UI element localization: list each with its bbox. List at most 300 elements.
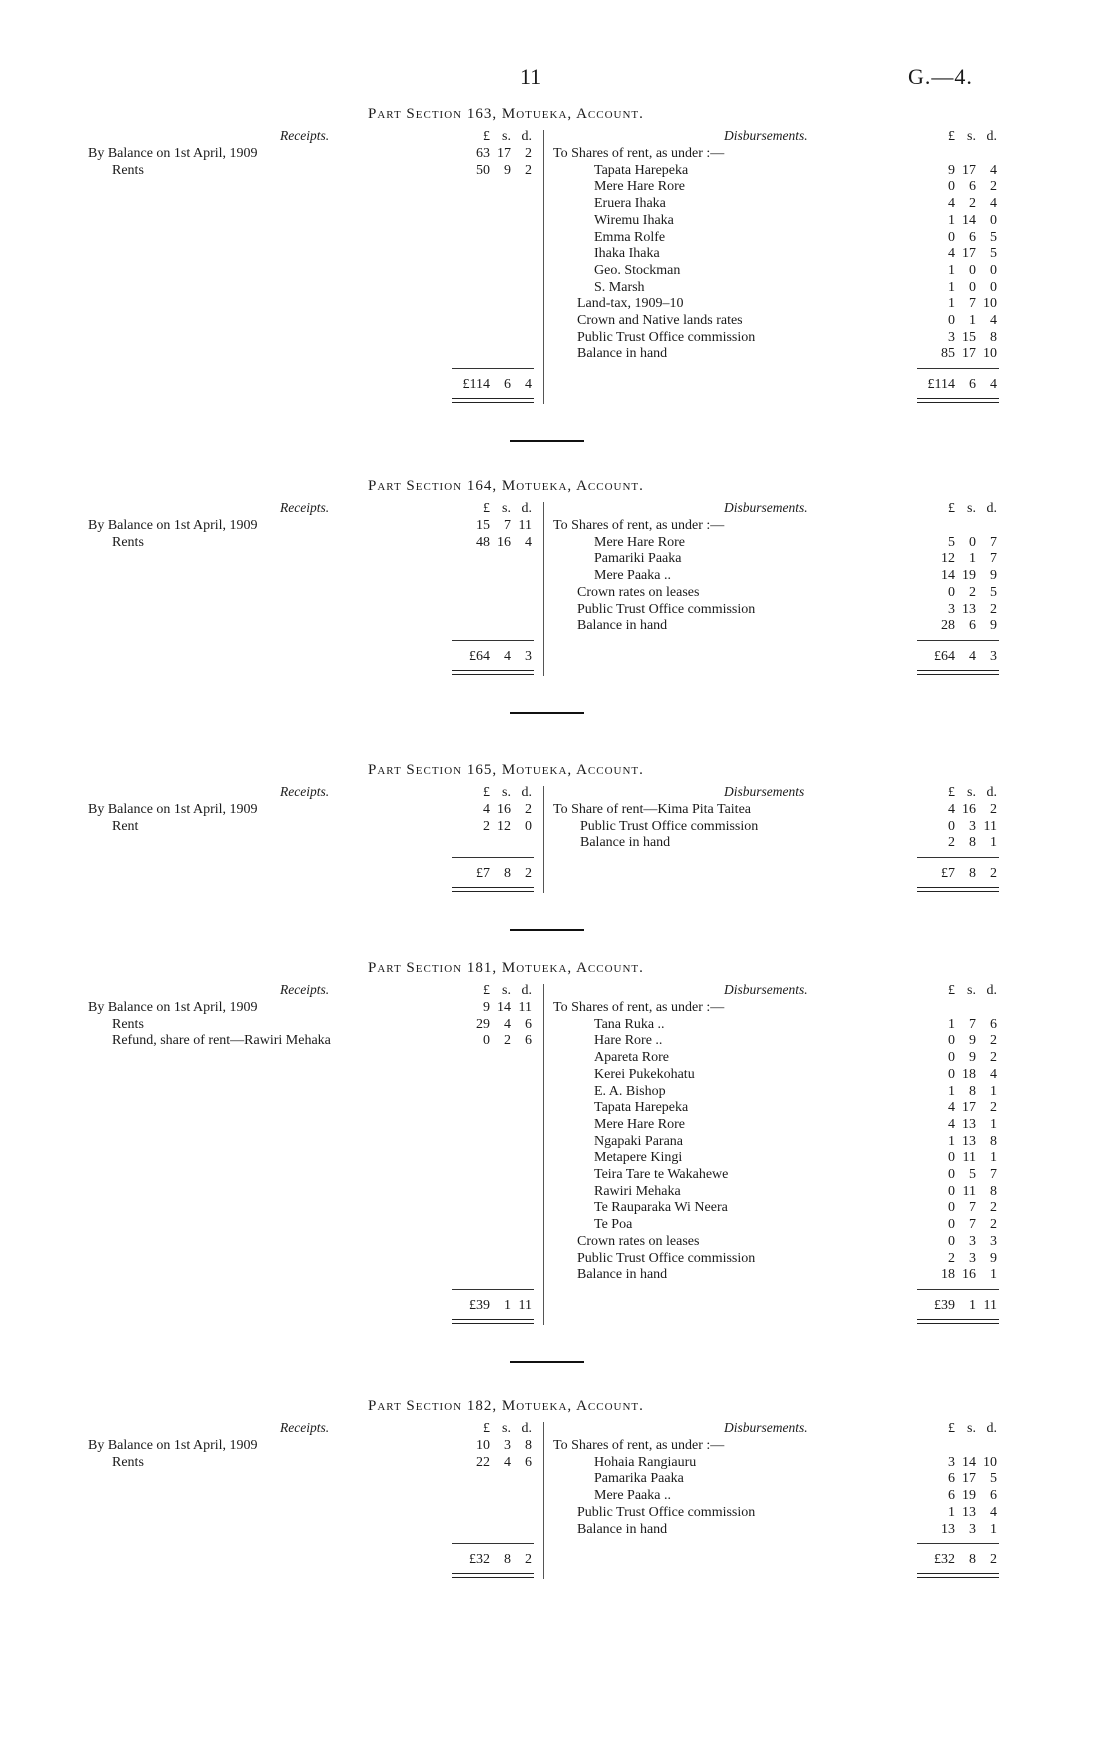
disbursement-amount-pounds: 14 <box>941 568 955 584</box>
disbursement-amount <box>877 195 997 212</box>
disbursement-amount-pounds: 0 <box>948 313 955 328</box>
disbursement-amount <box>877 245 997 262</box>
disbursements-heading: Disbursements. <box>724 982 808 997</box>
disbursement-item: E. A. Bishop <box>594 1083 666 1099</box>
receipt-amount-pounds: 4 <box>483 802 490 817</box>
disbursement-amount-shillings: 19 <box>962 568 976 584</box>
disbursement-item: Te Rauparaka Wi Neera <box>594 1200 728 1216</box>
disbursement-amount-pounds: 0 <box>948 1200 955 1216</box>
disbursements-column-head-pounds: £ <box>948 1421 955 1436</box>
receipt-amount-shillings: 12 <box>497 818 511 834</box>
account-title: Part Section 182, Motueka, Account. <box>368 1398 644 1414</box>
disbursements-total-pence: 4 <box>990 377 997 393</box>
disbursement-amount-pence: 5 <box>990 1471 997 1487</box>
receipt-amount-pence: 0 <box>525 818 532 834</box>
disbursement-item: Crown rates on leases <box>577 584 700 600</box>
disbursement-amount <box>877 1250 997 1267</box>
disbursement-amount-pounds: 1 <box>948 296 955 312</box>
receipt-amount-pounds: 15 <box>476 518 490 533</box>
receipt-amount-shillings: 2 <box>504 1033 511 1049</box>
disbursement-amount <box>877 1521 997 1538</box>
disbursement-amount-pence: 6 <box>990 1488 997 1504</box>
disbursement-amount-shillings: 7 <box>969 1217 976 1233</box>
receipts-total-shillings: 4 <box>504 648 511 664</box>
disbursement-amount-pounds: 0 <box>948 584 955 600</box>
disbursement-amount-pounds: 4 <box>948 246 955 262</box>
disbursement-item: Ihaka Ihaka <box>594 246 660 262</box>
receipt-item: By Balance on 1st April, 1909 <box>88 518 258 533</box>
disbursement-item: Balance in hand <box>577 346 668 362</box>
disbursement-amount <box>877 1016 997 1033</box>
disbursement-amount-pence: 8 <box>990 329 997 345</box>
disbursement-amount-pence: 0 <box>990 262 997 278</box>
disbursement-item: Rawiri Mehaka <box>594 1183 681 1199</box>
receipt-amount-pence: 6 <box>525 1454 532 1470</box>
account-title: Part Section 164, Motueka, Account. <box>368 478 644 494</box>
sum-rule <box>452 857 534 858</box>
disbursement-amount-shillings: 17 <box>962 246 976 262</box>
receipt-item: By Balance on 1st April, 1909 <box>88 802 258 817</box>
disbursement-amount <box>877 1266 997 1283</box>
disbursement-amount <box>877 1032 997 1049</box>
disbursements-total-pounds: £7 <box>941 866 955 882</box>
total-double-rule <box>452 1573 534 1578</box>
disbursement-amount-pence: 2 <box>990 802 997 817</box>
receipts-column-head-pounds: £ <box>483 501 490 516</box>
section-separator <box>510 440 584 442</box>
receipts-total-pounds: £64 <box>469 648 490 664</box>
disbursement-item: Pamariki Paaka <box>594 551 682 567</box>
receipts-total <box>412 376 532 393</box>
disbursement-amount-pounds: 13 <box>941 1521 955 1537</box>
receipts-total-pence: 2 <box>525 1552 532 1568</box>
disbursement-amount <box>877 229 997 246</box>
disbursement-amount-pounds: 1 <box>948 1133 955 1149</box>
receipt-amount-pounds: 10 <box>476 1438 490 1453</box>
disbursement-item: Mere Paaka .. <box>594 568 671 584</box>
disbursement-amount-pounds: 3 <box>948 1454 955 1470</box>
disbursement-amount-pence: 11 <box>983 818 997 834</box>
receipts-total <box>412 1297 532 1314</box>
disbursement-amount-pounds: 1 <box>948 279 955 295</box>
receipt-amount-shillings: 17 <box>497 146 511 161</box>
disbursement-amount-pounds: 9 <box>948 162 955 178</box>
disbursement-amount-pence: 9 <box>990 568 997 584</box>
disbursements-total <box>877 376 997 393</box>
disbursement-item: Mere Hare Rore <box>594 534 685 550</box>
receipt-amount-pounds: 9 <box>483 1000 490 1015</box>
disbursements-heading: Disbursements. <box>724 128 808 143</box>
disbursement-amount-pence: 6 <box>990 1016 997 1032</box>
disbursement-amount <box>877 1133 997 1150</box>
disbursement-amount-shillings: 9 <box>969 1050 976 1066</box>
sum-rule <box>452 1543 534 1544</box>
disbursement-amount-pounds: 2 <box>948 835 955 851</box>
column-divider <box>543 984 544 1325</box>
receipt-amount <box>412 801 532 818</box>
total-double-rule <box>917 887 999 892</box>
receipt-item: Refund, share of rent—Rawiri Mehaka <box>112 1033 331 1049</box>
disbursement-amount <box>877 1149 997 1166</box>
disbursement-item: Eruera Ihaka <box>594 196 666 212</box>
disbursement-item: Pamarika Paaka <box>594 1471 684 1487</box>
disbursement-item: Balance in hand <box>577 1521 668 1537</box>
disbursement-amount-pounds: 4 <box>948 1116 955 1132</box>
section-separator <box>510 712 584 714</box>
sum-rule <box>917 640 999 641</box>
disbursements-heading: Disbursements. <box>724 1420 808 1435</box>
disbursements-column-head-pounds: £ <box>948 785 955 800</box>
disbursement-amount-pence: 2 <box>990 1100 997 1116</box>
disbursement-item: Public Trust Office commission <box>577 601 756 617</box>
receipt-amount-pounds: 29 <box>476 1016 490 1032</box>
account-section <box>0 960 1114 1313</box>
disbursement-amount-shillings: 15 <box>962 329 976 345</box>
receipt-amount <box>412 1016 532 1033</box>
disbursements-column-head-pence: d. <box>986 129 997 144</box>
disbursement-amount-shillings: 1 <box>969 313 976 328</box>
disbursement-item: To Shares of rent, as under :— <box>553 518 725 533</box>
disbursement-amount <box>877 1504 997 1521</box>
disbursements-column-head <box>877 1420 997 1437</box>
receipts-total-pence: 4 <box>525 377 532 393</box>
disbursements-column-head-shillings: s. <box>967 501 976 516</box>
receipts-heading: Receipts. <box>280 1420 330 1435</box>
disbursements-total-pence: 3 <box>990 648 997 664</box>
disbursement-item: Balance in hand <box>577 618 668 634</box>
disbursement-amount <box>877 567 997 584</box>
receipt-amount-shillings: 3 <box>504 1438 511 1453</box>
disbursement-amount <box>877 601 997 618</box>
disbursement-amount <box>877 1116 997 1133</box>
disbursement-item: To Shares of rent, as under :— <box>553 146 725 161</box>
disbursements-column-head <box>877 128 997 145</box>
receipts-total-pounds: £7 <box>476 866 490 882</box>
disbursement-amount-shillings: 14 <box>962 1454 976 1470</box>
disbursement-item: To Share of rent—Kima Pita Taitea <box>553 802 752 817</box>
disbursement-amount-pounds: 0 <box>948 1066 955 1082</box>
disbursements-column-head-shillings: s. <box>967 983 976 998</box>
disbursement-amount-pence: 8 <box>990 1183 997 1199</box>
total-double-rule <box>452 398 534 403</box>
disbursements-total-pence: 11 <box>983 1297 997 1313</box>
receipts-heading: Receipts. <box>280 128 330 143</box>
disbursements-column-head-pounds: £ <box>948 983 955 998</box>
disbursements-column-head <box>877 982 997 999</box>
disbursement-item: Ngapaki Parana <box>594 1133 684 1149</box>
receipt-amount <box>412 1454 532 1471</box>
receipt-amount-pounds: 22 <box>476 1454 490 1470</box>
disbursements-total-pounds: £114 <box>927 377 955 393</box>
receipts-total <box>412 865 532 882</box>
disbursement-amount-shillings: 11 <box>962 1150 976 1166</box>
disbursements-column-head-pence: d. <box>986 1421 997 1436</box>
receipt-item: By Balance on 1st April, 1909 <box>88 146 258 161</box>
disbursement-amount-pence: 9 <box>990 1250 997 1266</box>
disbursement-amount-pence: 3 <box>990 1233 997 1249</box>
receipts-column-head <box>412 784 532 801</box>
receipts-column-head <box>412 1420 532 1437</box>
receipts-total-pounds: £39 <box>469 1297 490 1313</box>
sum-rule <box>452 640 534 641</box>
disbursement-amount-pounds: 12 <box>941 551 955 567</box>
disbursement-amount-shillings: 17 <box>962 346 976 362</box>
disbursement-item: Tana Ruka .. <box>594 1016 665 1032</box>
receipt-item: Rents <box>112 1016 144 1032</box>
disbursement-amount-pence: 4 <box>990 1504 997 1520</box>
disbursement-amount-pounds: 0 <box>948 1050 955 1066</box>
disbursement-amount-shillings: 1 <box>969 551 976 567</box>
disbursement-amount-shillings: 9 <box>969 1033 976 1049</box>
disbursement-amount-pounds: 1 <box>948 1083 955 1099</box>
disbursement-amount-shillings: 11 <box>962 1183 976 1199</box>
disbursement-amount-pounds: 18 <box>941 1267 955 1283</box>
disbursement-amount <box>877 1233 997 1250</box>
disbursement-amount-pounds: 5 <box>948 534 955 550</box>
disbursements-column-head-pounds: £ <box>948 501 955 516</box>
disbursement-item: Kerei Pukekohatu <box>594 1066 695 1082</box>
disbursement-amount-shillings: 17 <box>962 1471 976 1487</box>
disbursement-amount-pounds: 4 <box>948 802 955 817</box>
receipts-column-head-pence: d. <box>521 785 532 800</box>
receipt-amount-pounds: 63 <box>476 146 490 161</box>
receipts-column-head-pounds: £ <box>483 129 490 144</box>
column-divider <box>543 786 544 893</box>
account-title: Part Section 165, Motueka, Account. <box>368 762 644 778</box>
receipts-column-head-shillings: s. <box>502 129 511 144</box>
disbursement-amount-pounds: 3 <box>948 329 955 345</box>
disbursement-amount-pounds: 1 <box>948 1016 955 1032</box>
disbursement-amount <box>877 178 997 195</box>
receipt-amount <box>412 517 532 534</box>
disbursement-amount <box>877 1470 997 1487</box>
disbursements-total <box>877 1297 997 1314</box>
receipt-item: By Balance on 1st April, 1909 <box>88 1438 258 1453</box>
disbursement-amount-shillings: 6 <box>969 618 976 634</box>
disbursement-amount-pounds: 0 <box>948 1167 955 1182</box>
disbursement-amount <box>877 550 997 567</box>
disbursement-item: Public Trust Office commission <box>580 818 759 834</box>
disbursements-column-head-shillings: s. <box>967 129 976 144</box>
disbursement-amount-pounds: 4 <box>948 1100 955 1116</box>
disbursement-amount-shillings: 8 <box>969 835 976 851</box>
disbursement-item: Mere Hare Rore <box>594 1116 685 1132</box>
disbursement-item: Hohaia Rangiauru <box>594 1454 697 1470</box>
receipts-column-head-pounds: £ <box>483 983 490 998</box>
receipts-total <box>412 1551 532 1568</box>
disbursement-item: Crown and Native lands rates <box>577 313 743 328</box>
receipt-amount <box>412 534 532 551</box>
sum-rule <box>917 368 999 369</box>
disbursements-total-pence: 2 <box>990 1552 997 1568</box>
disbursement-item: Geo. Stockman <box>594 262 681 278</box>
section-separator <box>510 929 584 931</box>
receipts-column-head-pounds: £ <box>483 1421 490 1436</box>
disbursement-amount-pounds: 0 <box>948 1033 955 1049</box>
disbursement-item: Public Trust Office commission <box>577 329 756 345</box>
disbursements-total-shillings: 8 <box>969 866 976 882</box>
disbursement-item: Public Trust Office commission <box>577 1504 756 1520</box>
disbursement-amount <box>877 262 997 279</box>
disbursement-amount <box>877 834 997 851</box>
disbursement-amount-pence: 0 <box>990 212 997 228</box>
disbursement-amount-shillings: 17 <box>962 1100 976 1116</box>
disbursement-amount-pence: 10 <box>983 1454 997 1470</box>
account-title: Part Section 163, Motueka, Account. <box>368 106 644 122</box>
disbursement-amount-pence: 1 <box>990 1150 997 1166</box>
receipts-column-head <box>412 500 532 517</box>
receipt-amount <box>412 162 532 179</box>
account-section <box>0 106 1114 393</box>
disbursements-column-head-pence: d. <box>986 501 997 516</box>
disbursement-amount-pence: 1 <box>990 1083 997 1099</box>
disbursement-amount-pounds: 1 <box>948 262 955 278</box>
disbursement-amount <box>877 1454 997 1471</box>
receipts-heading: Receipts. <box>280 784 330 799</box>
disbursement-amount <box>877 279 997 296</box>
receipts-column-head-pence: d. <box>521 983 532 998</box>
receipt-amount-pounds: 0 <box>483 1033 490 1049</box>
disbursement-amount-shillings: 2 <box>969 196 976 212</box>
disbursement-amount-pounds: 0 <box>948 818 955 834</box>
disbursement-amount-shillings: 16 <box>962 802 976 817</box>
disbursement-amount <box>877 1083 997 1100</box>
receipt-amount-pence: 11 <box>518 1000 532 1015</box>
disbursement-amount-shillings: 13 <box>962 1504 976 1520</box>
account-section <box>0 1398 1114 1568</box>
disbursement-amount-shillings: 7 <box>969 296 976 312</box>
disbursement-amount-pence: 5 <box>990 246 997 262</box>
receipt-amount-pence: 8 <box>525 1438 532 1453</box>
page-number: 11 <box>520 64 542 89</box>
receipt-item: Rents <box>112 1454 144 1470</box>
sum-rule <box>452 368 534 369</box>
disbursement-amount-pounds: 0 <box>948 1217 955 1233</box>
disbursement-amount-shillings: 13 <box>962 601 976 617</box>
disbursements-heading: Disbursements. <box>724 500 808 515</box>
section-separator <box>510 1361 584 1363</box>
disbursements-column-head-shillings: s. <box>967 1421 976 1436</box>
disbursement-amount-pence: 4 <box>990 162 997 178</box>
disbursements-column-head <box>877 784 997 801</box>
receipt-item: Rents <box>112 162 144 178</box>
disbursement-amount-pounds: 0 <box>948 1183 955 1199</box>
receipt-amount <box>412 1437 532 1454</box>
disbursement-amount-pence: 1 <box>990 835 997 851</box>
disbursement-amount-shillings: 19 <box>962 1488 976 1504</box>
disbursement-amount-shillings: 3 <box>969 1250 976 1266</box>
receipts-total-pence: 2 <box>525 866 532 882</box>
disbursement-amount <box>877 1099 997 1116</box>
disbursement-amount-shillings: 7 <box>969 1200 976 1216</box>
receipt-amount-shillings: 16 <box>497 534 511 550</box>
disbursement-amount <box>877 534 997 551</box>
disbursement-item: Land-tax, 1909–10 <box>577 296 684 312</box>
sum-rule <box>917 857 999 858</box>
total-double-rule <box>452 670 534 675</box>
disbursement-amount-pounds: 0 <box>948 229 955 245</box>
disbursement-item: Wiremu Ihaka <box>594 212 674 228</box>
disbursements-column-head-pence: d. <box>986 983 997 998</box>
disbursements-total <box>877 1551 997 1568</box>
receipt-item: Rent <box>112 818 139 834</box>
disbursement-amount <box>877 1066 997 1083</box>
disbursement-item: Te Poa <box>594 1217 633 1233</box>
receipt-amount-pence: 4 <box>525 534 532 550</box>
disbursement-amount-pounds: 4 <box>948 196 955 212</box>
column-divider <box>543 130 544 404</box>
receipt-amount-pence: 6 <box>525 1033 532 1049</box>
receipts-column-head-pounds: £ <box>483 785 490 800</box>
disbursement-amount-pounds: 2 <box>948 1250 955 1266</box>
disbursement-item: Balance in hand <box>577 1267 668 1283</box>
receipts-column-head-shillings: s. <box>502 983 511 998</box>
disbursement-amount-pounds: 0 <box>948 179 955 195</box>
receipt-amount <box>412 1032 532 1049</box>
receipts-total-pence: 3 <box>525 648 532 664</box>
column-divider <box>543 502 544 676</box>
account-title: Part Section 181, Motueka, Account. <box>368 960 644 976</box>
disbursements-total <box>877 865 997 882</box>
disbursement-amount-pence: 2 <box>990 1217 997 1233</box>
receipt-amount-pounds: 50 <box>476 162 490 178</box>
disbursement-item: To Shares of rent, as under :— <box>553 1000 725 1015</box>
disbursement-item: Emma Rolfe <box>594 229 666 245</box>
disbursements-total <box>877 648 997 665</box>
receipt-amount-shillings: 16 <box>497 802 511 817</box>
receipts-total <box>412 648 532 665</box>
disbursement-amount-shillings: 17 <box>962 162 976 178</box>
receipt-item: By Balance on 1st April, 1909 <box>88 1000 258 1015</box>
disbursement-amount <box>877 162 997 179</box>
disbursements-total-pounds: £64 <box>934 648 955 664</box>
receipt-amount-pence: 2 <box>525 802 532 817</box>
disbursement-amount-pounds: 0 <box>948 1233 955 1249</box>
disbursement-amount-pence: 2 <box>990 1200 997 1216</box>
receipts-column-head-shillings: s. <box>502 1421 511 1436</box>
total-double-rule <box>452 887 534 892</box>
disbursement-amount-shillings: 0 <box>969 534 976 550</box>
receipts-total-pence: 11 <box>518 1297 532 1313</box>
disbursement-amount-shillings: 0 <box>969 262 976 278</box>
disbursement-amount-pence: 10 <box>983 296 997 312</box>
disbursement-amount-shillings: 16 <box>962 1267 976 1283</box>
disbursement-amount <box>877 584 997 601</box>
receipt-amount-shillings: 7 <box>504 518 511 533</box>
disbursements-total-shillings: 6 <box>969 377 976 393</box>
disbursement-amount-pence: 7 <box>990 534 997 550</box>
disbursement-amount-pence: 4 <box>990 1066 997 1082</box>
disbursement-item: Mere Hare Rore <box>594 179 685 195</box>
disbursement-amount-shillings: 13 <box>962 1133 976 1149</box>
disbursement-amount-pence: 1 <box>990 1116 997 1132</box>
sum-rule <box>917 1289 999 1290</box>
receipt-amount-pounds: 2 <box>483 818 490 834</box>
disbursement-amount-shillings: 5 <box>969 1167 976 1182</box>
disbursements-column-head-pounds: £ <box>948 129 955 144</box>
receipt-amount <box>412 818 532 835</box>
disbursement-amount-pounds: 6 <box>948 1488 955 1504</box>
disbursement-amount <box>877 1049 997 1066</box>
receipt-amount-shillings: 4 <box>504 1454 511 1470</box>
receipt-amount-pence: 2 <box>525 146 532 161</box>
disbursement-amount <box>877 1487 997 1504</box>
disbursement-amount-pence: 5 <box>990 229 997 245</box>
disbursement-item: Public Trust Office commission <box>577 1250 756 1266</box>
disbursement-amount-shillings: 3 <box>969 818 976 834</box>
total-double-rule <box>917 398 999 403</box>
receipt-amount <box>412 999 532 1016</box>
